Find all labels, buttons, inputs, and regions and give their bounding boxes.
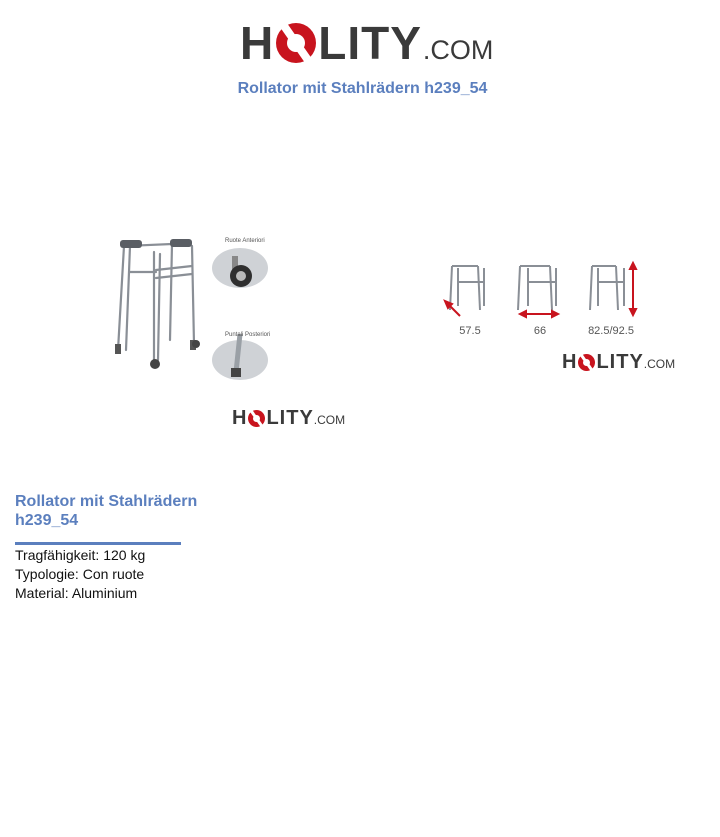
dim-width: 66: [533, 325, 547, 337]
spec-label: Material:: [15, 585, 69, 601]
product-specs: [15, 546, 145, 603]
page-title: Rollator mit Stahlrädern h239_54: [237, 80, 488, 97]
spec-value: 120 kg: [103, 547, 146, 563]
spec-value: Aluminium: [71, 585, 138, 601]
product-title-line2: h239_54: [15, 512, 79, 529]
watermark-text-lity: LITY: [596, 351, 644, 373]
logo-text-com: .COM: [422, 35, 494, 65]
watermark-o-icon: [578, 354, 595, 371]
spec-label: Tragfähigkeit:: [15, 547, 100, 563]
spec-value: Con ruote: [82, 566, 145, 582]
logo-o-icon: [276, 23, 316, 63]
watermark-text-lity: LITY: [266, 407, 314, 429]
watermark-text-com: .COM: [313, 413, 346, 427]
product-title: [15, 492, 215, 530]
site-logo[interactable]: [240, 12, 494, 69]
image-watermark-logo: [562, 352, 675, 372]
image-watermark-logo: [232, 408, 345, 428]
spec-row-material: [15, 584, 145, 603]
label-rear-tips: Puntali Posteriori: [225, 332, 271, 338]
spec-row-type: [15, 565, 145, 584]
walker-illustration: [112, 232, 352, 402]
dim-height: 82.5/92.5: [588, 325, 634, 337]
product-image-dimensions: [440, 258, 680, 378]
dim-depth: 57.5: [459, 325, 481, 337]
spec-label: Typologie:: [15, 566, 79, 582]
watermark-text-com: .COM: [643, 357, 676, 371]
dimensions-illustration: [440, 258, 680, 348]
product-title-line1: Rollator mit Stahlrädern: [15, 493, 198, 510]
product-image-main: [112, 232, 352, 432]
label-front-wheels: Ruote Anteriori: [225, 238, 265, 244]
logo-text-h: H: [240, 17, 275, 69]
title-divider: [15, 542, 181, 545]
watermark-text-h: H: [562, 351, 578, 373]
watermark-text-h: H: [232, 407, 248, 429]
watermark-o-icon: [248, 410, 265, 427]
logo-text-lity: LITY: [318, 17, 422, 69]
spec-row-capacity: [15, 546, 145, 565]
